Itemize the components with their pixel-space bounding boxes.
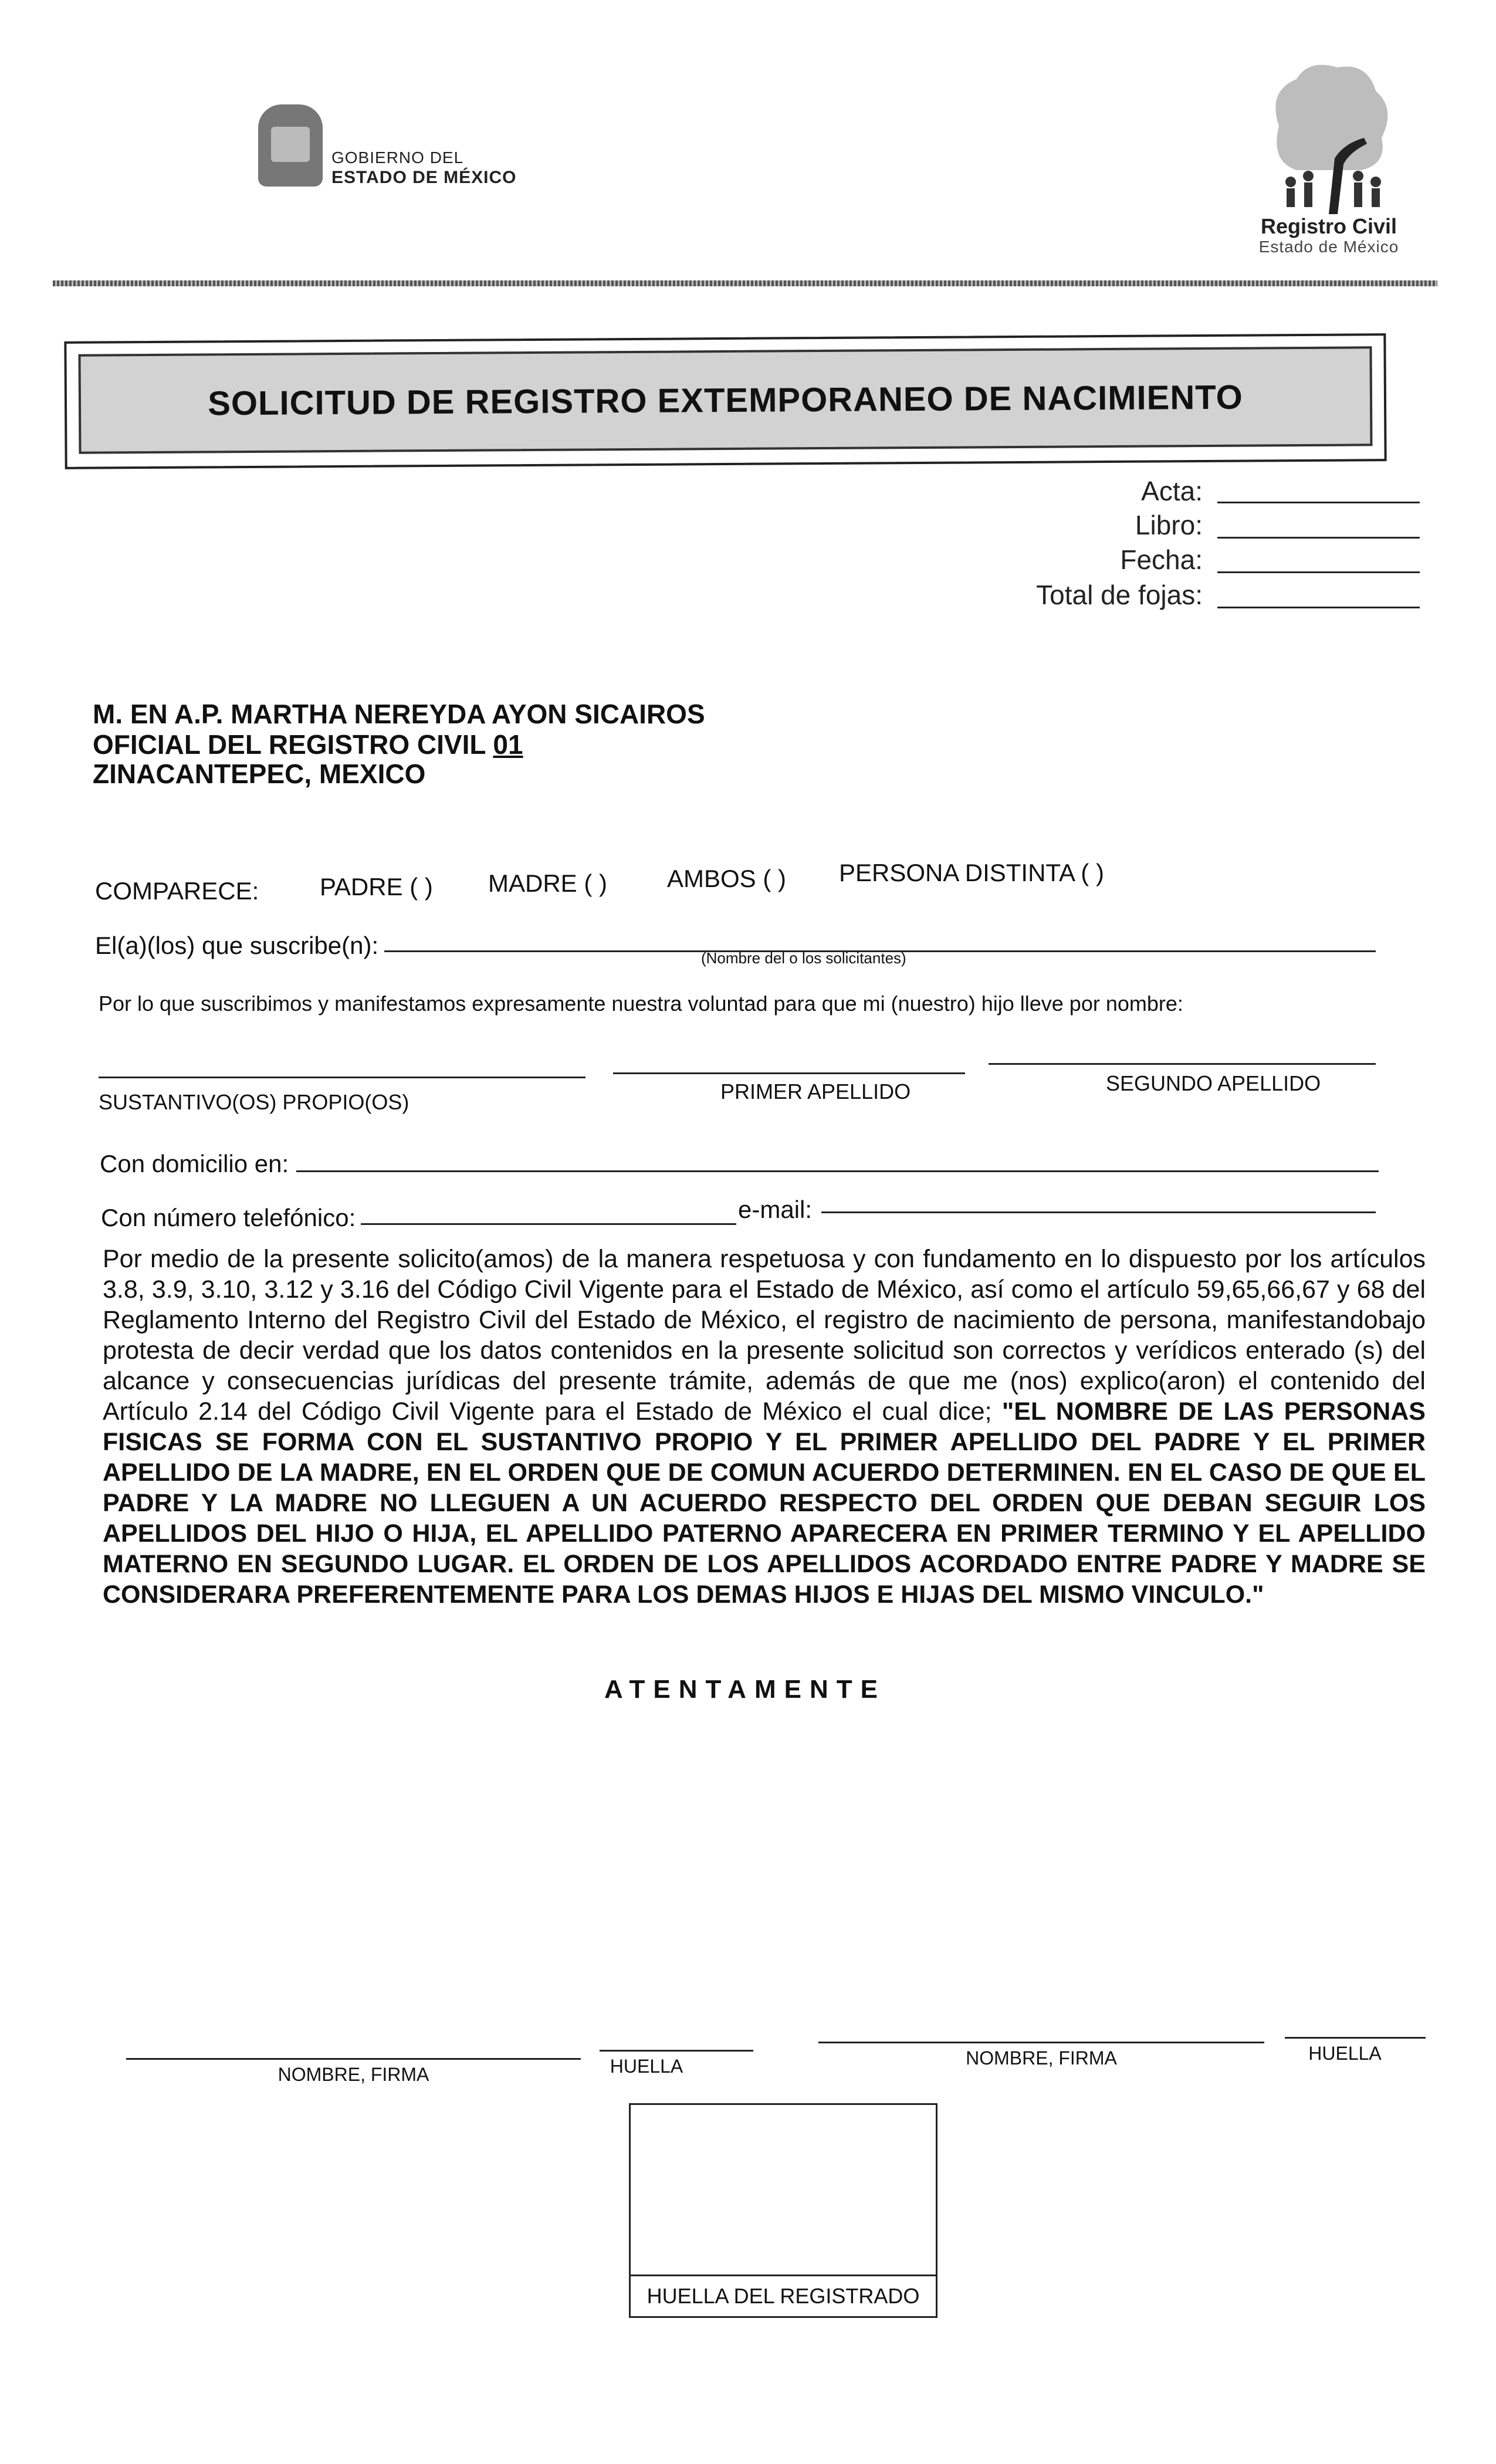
registro-civil-state: Estado de México	[1258, 238, 1399, 256]
segundo-apellido-field[interactable]	[989, 1063, 1376, 1065]
sustantivo-field[interactable]	[99, 1077, 585, 1078]
right-huella-line[interactable]	[1285, 2037, 1426, 2039]
madre-option[interactable]: MADRE ( )	[488, 869, 607, 897]
legal-paragraph-text: Por medio de la presente solicito(amos) de la manera respetuosa y con fundamento en lo dispuesto por los artículos 3.8, 3.9, 3.10, 3.12 y 3.16 del Código Civil Vigente para el Estado de México, así como el artículo 59,65,66,67 y 68 del Reglamento Interno del Registro Civil del Estado de México, el registro de nacimiento de persona, manifestandobajo protesta de decir verdad que los datos contenidos en la presente solicitud son correctos y verídicos enterado (s) del alcance y consecuencias jurídicas del presente trámite, además de que me (nos) explico(aron) el contenido del Artículo 2.14 del Código Civil Vigente para el Estado de México el cual dice;	[103, 1245, 1426, 1426]
telefono-field[interactable]	[361, 1223, 736, 1225]
title-box	[64, 333, 1386, 469]
fecha-field[interactable]	[1217, 571, 1420, 573]
primer-apellido-label: PRIMER APELLIDO	[720, 1079, 911, 1104]
domicilio-field[interactable]	[296, 1170, 1379, 1172]
left-signature-label: NOMBRE, FIRMA	[277, 2064, 429, 2085]
acta-field[interactable]	[1217, 502, 1420, 503]
persona-distinta-option[interactable]: PERSONA DISTINTA ( )	[839, 859, 1104, 886]
gov-line-2: ESTADO DE MÉXICO	[331, 168, 517, 187]
suscribe-label: El(a)(los) que suscribe(n):	[95, 932, 379, 959]
right-signature-line[interactable]	[818, 2042, 1264, 2043]
header-divider	[53, 280, 1437, 286]
voluntad-text: Por lo que suscribimos y manifestamos expresamente nuestra voluntad para que mi (nuestro) hijo lleve por nombre:	[99, 991, 1183, 1016]
right-signature-label: NOMBRE, FIRMA	[966, 2047, 1117, 2069]
official-title	[93, 729, 523, 760]
official-title-prefix: OFICIAL DEL REGISTRO CIVIL	[93, 729, 493, 760]
libro-label: Libro:	[1135, 510, 1203, 540]
official-name: M. EN A.P. MARTHA NEREYDA AYON SICAIROS	[93, 699, 705, 729]
fecha-label: Fecha:	[1120, 544, 1203, 575]
suscribe-hint: (Nombre del o los solicitantes)	[701, 949, 906, 967]
gov-line-1: GOBIERNO DEL	[331, 148, 464, 167]
segundo-apellido-label: SEGUNDO APELLIDO	[1106, 1071, 1321, 1095]
official-number: 01	[493, 729, 523, 760]
ambos-option[interactable]: AMBOS ( )	[667, 865, 787, 892]
left-signature-line[interactable]	[126, 2058, 581, 2060]
estado-mexico-seal-logo	[258, 104, 323, 187]
atentamente-heading: ATENTAMENTE	[604, 1675, 886, 1704]
left-huella-label: HUELLA	[610, 2056, 683, 2077]
acta-label: Acta:	[1141, 476, 1203, 506]
right-huella-label: HUELLA	[1308, 2043, 1382, 2064]
telefono-label: Con número telefónico:	[101, 1204, 356, 1231]
huella-registrado-box[interactable]	[629, 2103, 937, 2318]
email-field[interactable]	[821, 1211, 1376, 1213]
total-fojas-label: Total de fojas:	[1036, 580, 1203, 610]
form-title: SOLICITUD DE REGISTRO EXTEMPORANEO DE NACIMIENTO	[208, 378, 1243, 422]
registro-civil-tree-logo	[1255, 56, 1402, 214]
left-huella-line[interactable]	[600, 2050, 753, 2052]
email-label: e-mail:	[738, 1196, 813, 1223]
huella-registrado-label: HUELLA DEL REGISTRADO	[631, 2275, 936, 2316]
total-fojas-field[interactable]	[1217, 607, 1420, 608]
legal-paragraph	[103, 1244, 1426, 1610]
domicilio-label: Con domicilio en:	[100, 1150, 289, 1177]
libro-field[interactable]	[1217, 537, 1420, 539]
padre-option[interactable]: PADRE ( )	[320, 873, 433, 901]
legal-paragraph-quote: "EL NOMBRE DE LAS PERSONAS FISICAS SE FORMA CON EL SUSTANTIVO PROPIO Y EL PRIMER APELLIDO DEL PADRE Y EL PRIMER APELLIDO DE LA MADRE, EN EL ORDEN QUE DE COMUN ACUERDO DETERMINEN. EN EL CASO DE QUE EL PADRE Y LA MADRE NO LLEGUEN A UN ACUERDO RESPECTO DEL ORDEN QUE DEBAN SEGUIR LOS APELLIDOS DEL HIJO O HIJA, EL APELLIDO PATERNO APARECERA EN PRIMER TERMINO Y EL APELLIDO MATERNO EN SEGUNDO LUGAR. EL ORDEN DE LOS APELLIDOS ACORDADO ENTRE PADRE Y MADRE SE CONSIDERARA PREFERENTEMENTE PARA LOS DEMAS HIJOS E HIJAS DEL MISMO VINCULO."	[103, 1397, 1426, 1609]
primer-apellido-field[interactable]	[613, 1072, 965, 1074]
official-location: ZINACANTEPEC, MEXICO	[93, 759, 426, 789]
registro-civil-name: Registro Civil	[1260, 214, 1397, 238]
sustantivo-label: SUSTANTIVO(OS) PROPIO(OS)	[99, 1090, 409, 1114]
comparece-label: COMPARECE:	[95, 877, 259, 905]
